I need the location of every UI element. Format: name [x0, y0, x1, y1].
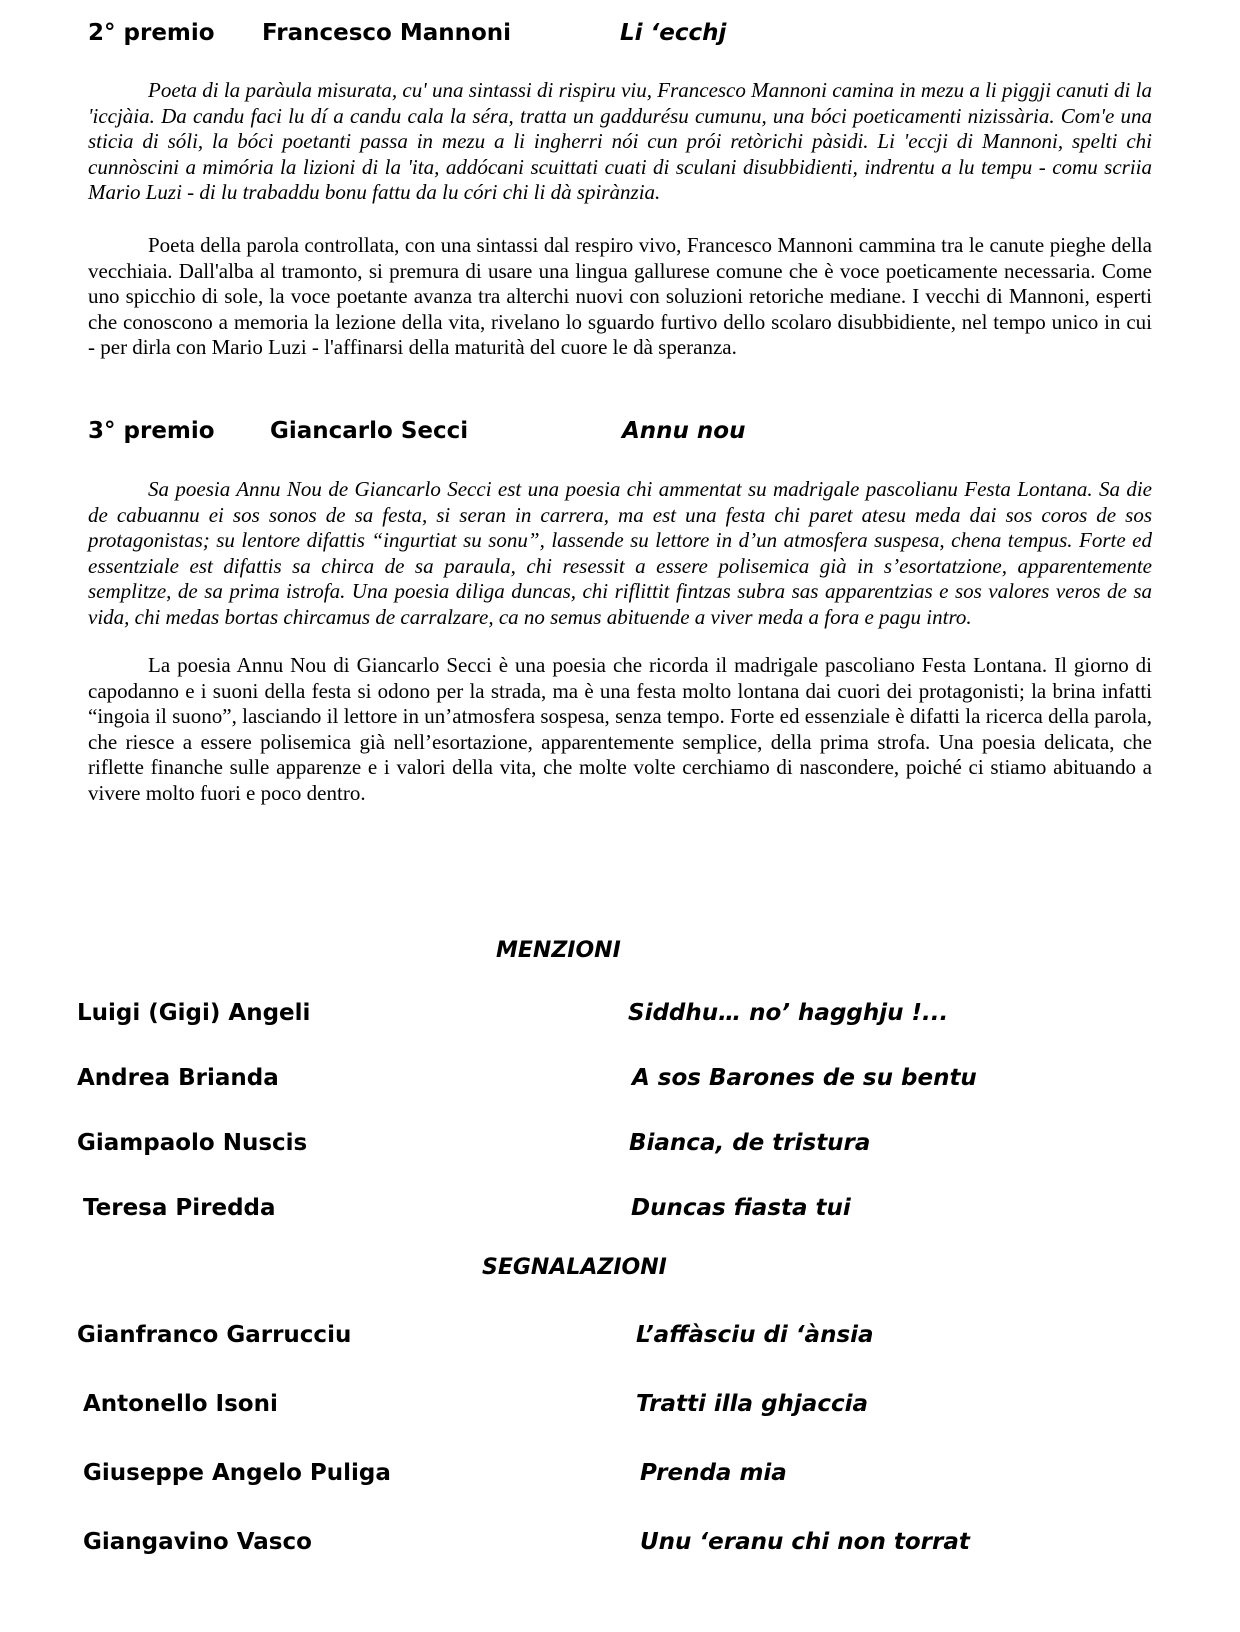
- menzioni-heading: MENZIONI: [496, 938, 621, 963]
- entry-author: Giangavino Vasco: [83, 1529, 312, 1555]
- entry-author: Gianfranco Garrucciu: [77, 1322, 352, 1348]
- entry-author: Giampaolo Nuscis: [77, 1130, 308, 1156]
- prize-title: Li ‘ecchj: [620, 20, 727, 46]
- entry-title: A sos Barones de su bentu: [632, 1065, 977, 1091]
- prize-3-text-italian: La poesia Annu Nou di Giancarlo Secci è una poesia che ricorda il madrigale pascoliano Festa Lontana. Il giorno di capodanno e i suoni della festa si odono per la strada, ma è una festa molto lontana dai cuori dei protagonisti; la brina infatti “ingoia il suono”, lasciando il lettore in un’atmosfera sospesa, senza tempo. Forte ed essenziale è difatti la ricerca della parola, che riesce a essere polisemica già nell’esortazione, apparentemente semplice, della prima strofa. Una poesia delicata, che riflette finanche sulle apparenze e i valori della vita, che molte volte cerchiamo di nascondere, poiché ci stiamo abituando a vivere molto fuori e poco dentro.: [88, 653, 1152, 805]
- segnalazione-entry: [83, 1460, 1183, 1494]
- entry-title: Prenda mia: [640, 1460, 787, 1486]
- entry-title: Duncas fiasta tui: [631, 1195, 851, 1221]
- menzione-entry: [77, 1065, 1177, 1099]
- entry-title: Siddhu… no’ hagghju !...: [628, 1000, 949, 1026]
- segnalazione-entry: [77, 1322, 1177, 1356]
- entry-title: L’affàsciu di ‘ànsia: [636, 1322, 874, 1348]
- segnalazione-entry: [83, 1529, 1183, 1563]
- entry-author: Giuseppe Angelo Puliga: [83, 1460, 391, 1486]
- prize-rank: 3° premio: [88, 418, 215, 444]
- entry-author: Teresa Piredda: [83, 1195, 276, 1221]
- menzione-entry: [77, 1130, 1177, 1164]
- prize-rank: 2° premio: [88, 20, 215, 46]
- menzione-entry: [77, 1000, 1177, 1034]
- entry-author: Luigi (Gigi) Angeli: [77, 1000, 311, 1026]
- prize-author: Francesco Mannoni: [262, 20, 512, 46]
- segnalazione-entry: [83, 1391, 1183, 1425]
- prize-2-text-italian: Poeta della parola controllata, con una sintassi dal respiro vivo, Francesco Mannoni cammina tra le canute pieghe della vecchiaia. Dall'alba al tramonto, si premura di usare una lingua gallurese comune che è voce poeticamente necessaria. Come uno spicchio di sole, la voce poetante avanza tra alterchi nuovi con soluzioni retoriche mediane. I vecchi di Mannoni, esperti che conoscono a memoria la lezione della vita, rivelano lo sguardo furtivo dello scolaro disubbidiente, nel tempo unico in cui - per dirla con Mario Luzi - l'affinarsi della maturità del cuore le dà speranza.: [88, 233, 1152, 360]
- prize-title: Annu nou: [622, 418, 746, 444]
- prize-header-2: [88, 20, 1188, 54]
- prize-author: Giancarlo Secci: [270, 418, 469, 444]
- prize-2-text-sardinian: Poeta di la paràula misurata, cu' una sintassi di rispiru viu, Francesco Mannoni camina in mezu a li piggji canuti di la 'iccjàia. Da candu faci lu dí a candu cala la séra, tratta un gaddurésu cumunu, una bóci poeticamenti nizissària. Com'e una sticia di sóli, la bóci poetanti passa in mezu a li ingherri nói cun prói retòrichi pàsidi. Li 'eccji di Mannoni, spelti chi cunnòscini a mimória la lizioni di la 'ita, addócani scuittati cuati di sculani disubbidienti, indrentu a lu tempu - comu scriia Mario Luzi - di lu trabaddu bonu fattu da lu córi chi li dà spirànzia.: [88, 78, 1152, 205]
- segnalazioni-heading: SEGNALAZIONI: [482, 1255, 667, 1280]
- prize-3-text-sardinian: Sa poesia Annu Nou de Giancarlo Secci est una poesia chi ammentat su madrigale pascolianu Festa Lontana. Sa die de cabuannu ei sos sonos de sa festa, si seran in carrera, ma est una festa chi paret atesu meda dai sos coros de sos protagonistas; su lentore difattis “ingurtiat su sonu”, lassende su lettore in d’un atmosfera suspesa, chena tempus. Forte ed essentziale est difattis sa chirca de sa paraula, chi resessit a essere polisemica già in s’esortatzione, apparentemente semplitze, de sa prima istrofa. Una poesia diliga duncas, chi riflittit fintzas subra sas apparentzias e sos valores veros de sa vida, chi medas bortas chircamus de carralzare, ca no semus abituende a viver meda a fora e pagu intro.: [88, 477, 1152, 629]
- prize-header-3: [88, 418, 1188, 452]
- entry-author: Andrea Brianda: [77, 1065, 279, 1091]
- entry-author: Antonello Isoni: [83, 1391, 278, 1417]
- menzione-entry: [83, 1195, 1183, 1229]
- entry-title: Bianca, de tristura: [629, 1130, 871, 1156]
- entry-title: Tratti illa ghjaccia: [636, 1391, 868, 1417]
- entry-title: Unu ‘eranu chi non torrat: [640, 1529, 970, 1555]
